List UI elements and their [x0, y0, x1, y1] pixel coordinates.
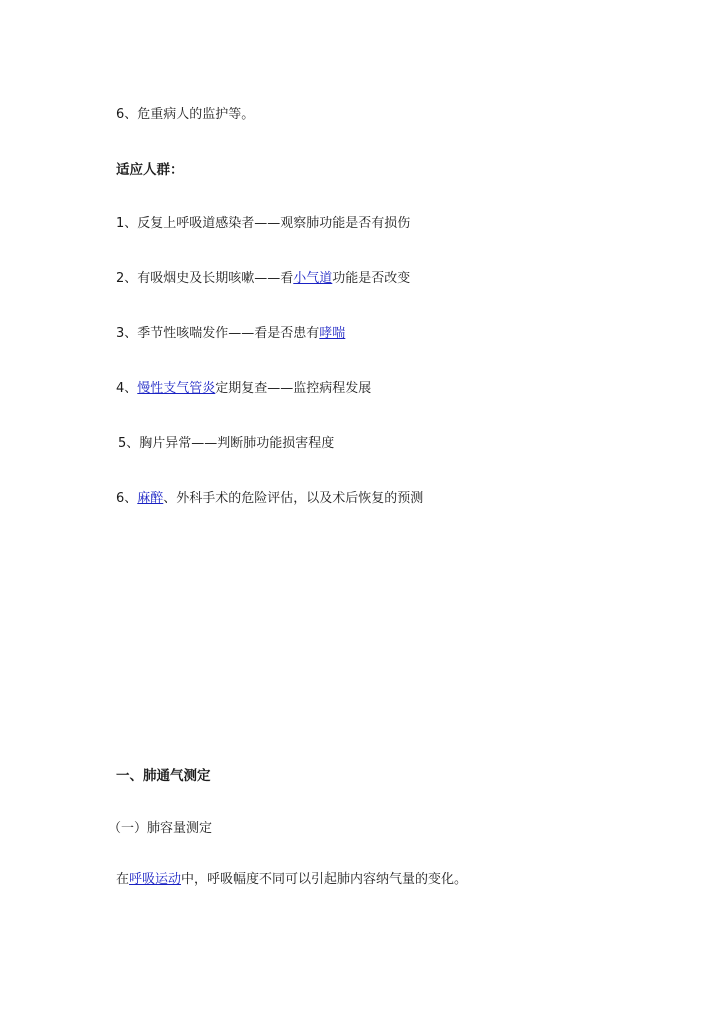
- link-anesthesia[interactable]: 麻醉: [137, 491, 164, 506]
- list-item: 6、麻醉、外科手术的危险评估，以及术后恢复的预测: [116, 491, 424, 506]
- population-heading: 适应人群：: [116, 162, 184, 178]
- link-small-airway[interactable]: 小气道: [293, 271, 333, 286]
- list-item: 2、有吸烟史及长期咳嗽——看小气道功能是否改变: [116, 271, 411, 286]
- list-item: 5、胸片异常——判断肺功能损害程度: [118, 436, 335, 451]
- list-item: 3、季节性咳喘发作——看是否患有哮喘: [116, 326, 346, 341]
- list-item: 4、慢性支气管炎定期复查——监控病程发展: [116, 381, 372, 396]
- paragraph: 在呼吸运动中，呼吸幅度不同可以引起肺内容纳气量的变化。: [116, 872, 468, 887]
- link-asthma[interactable]: 哮喘: [319, 326, 346, 341]
- list-item: 1、反复上呼吸道感染者——观察肺功能是否有损伤: [116, 216, 411, 231]
- monitoring-item-6: 6、危重病人的监护等。: [116, 107, 255, 122]
- link-chronic-bronchitis[interactable]: 慢性支气管炎: [137, 381, 216, 396]
- section-heading: 一、肺通气测定: [116, 768, 211, 784]
- link-respiratory-movement[interactable]: 呼吸运动: [129, 872, 182, 887]
- subsection-heading: （一）肺容量测定: [108, 821, 213, 836]
